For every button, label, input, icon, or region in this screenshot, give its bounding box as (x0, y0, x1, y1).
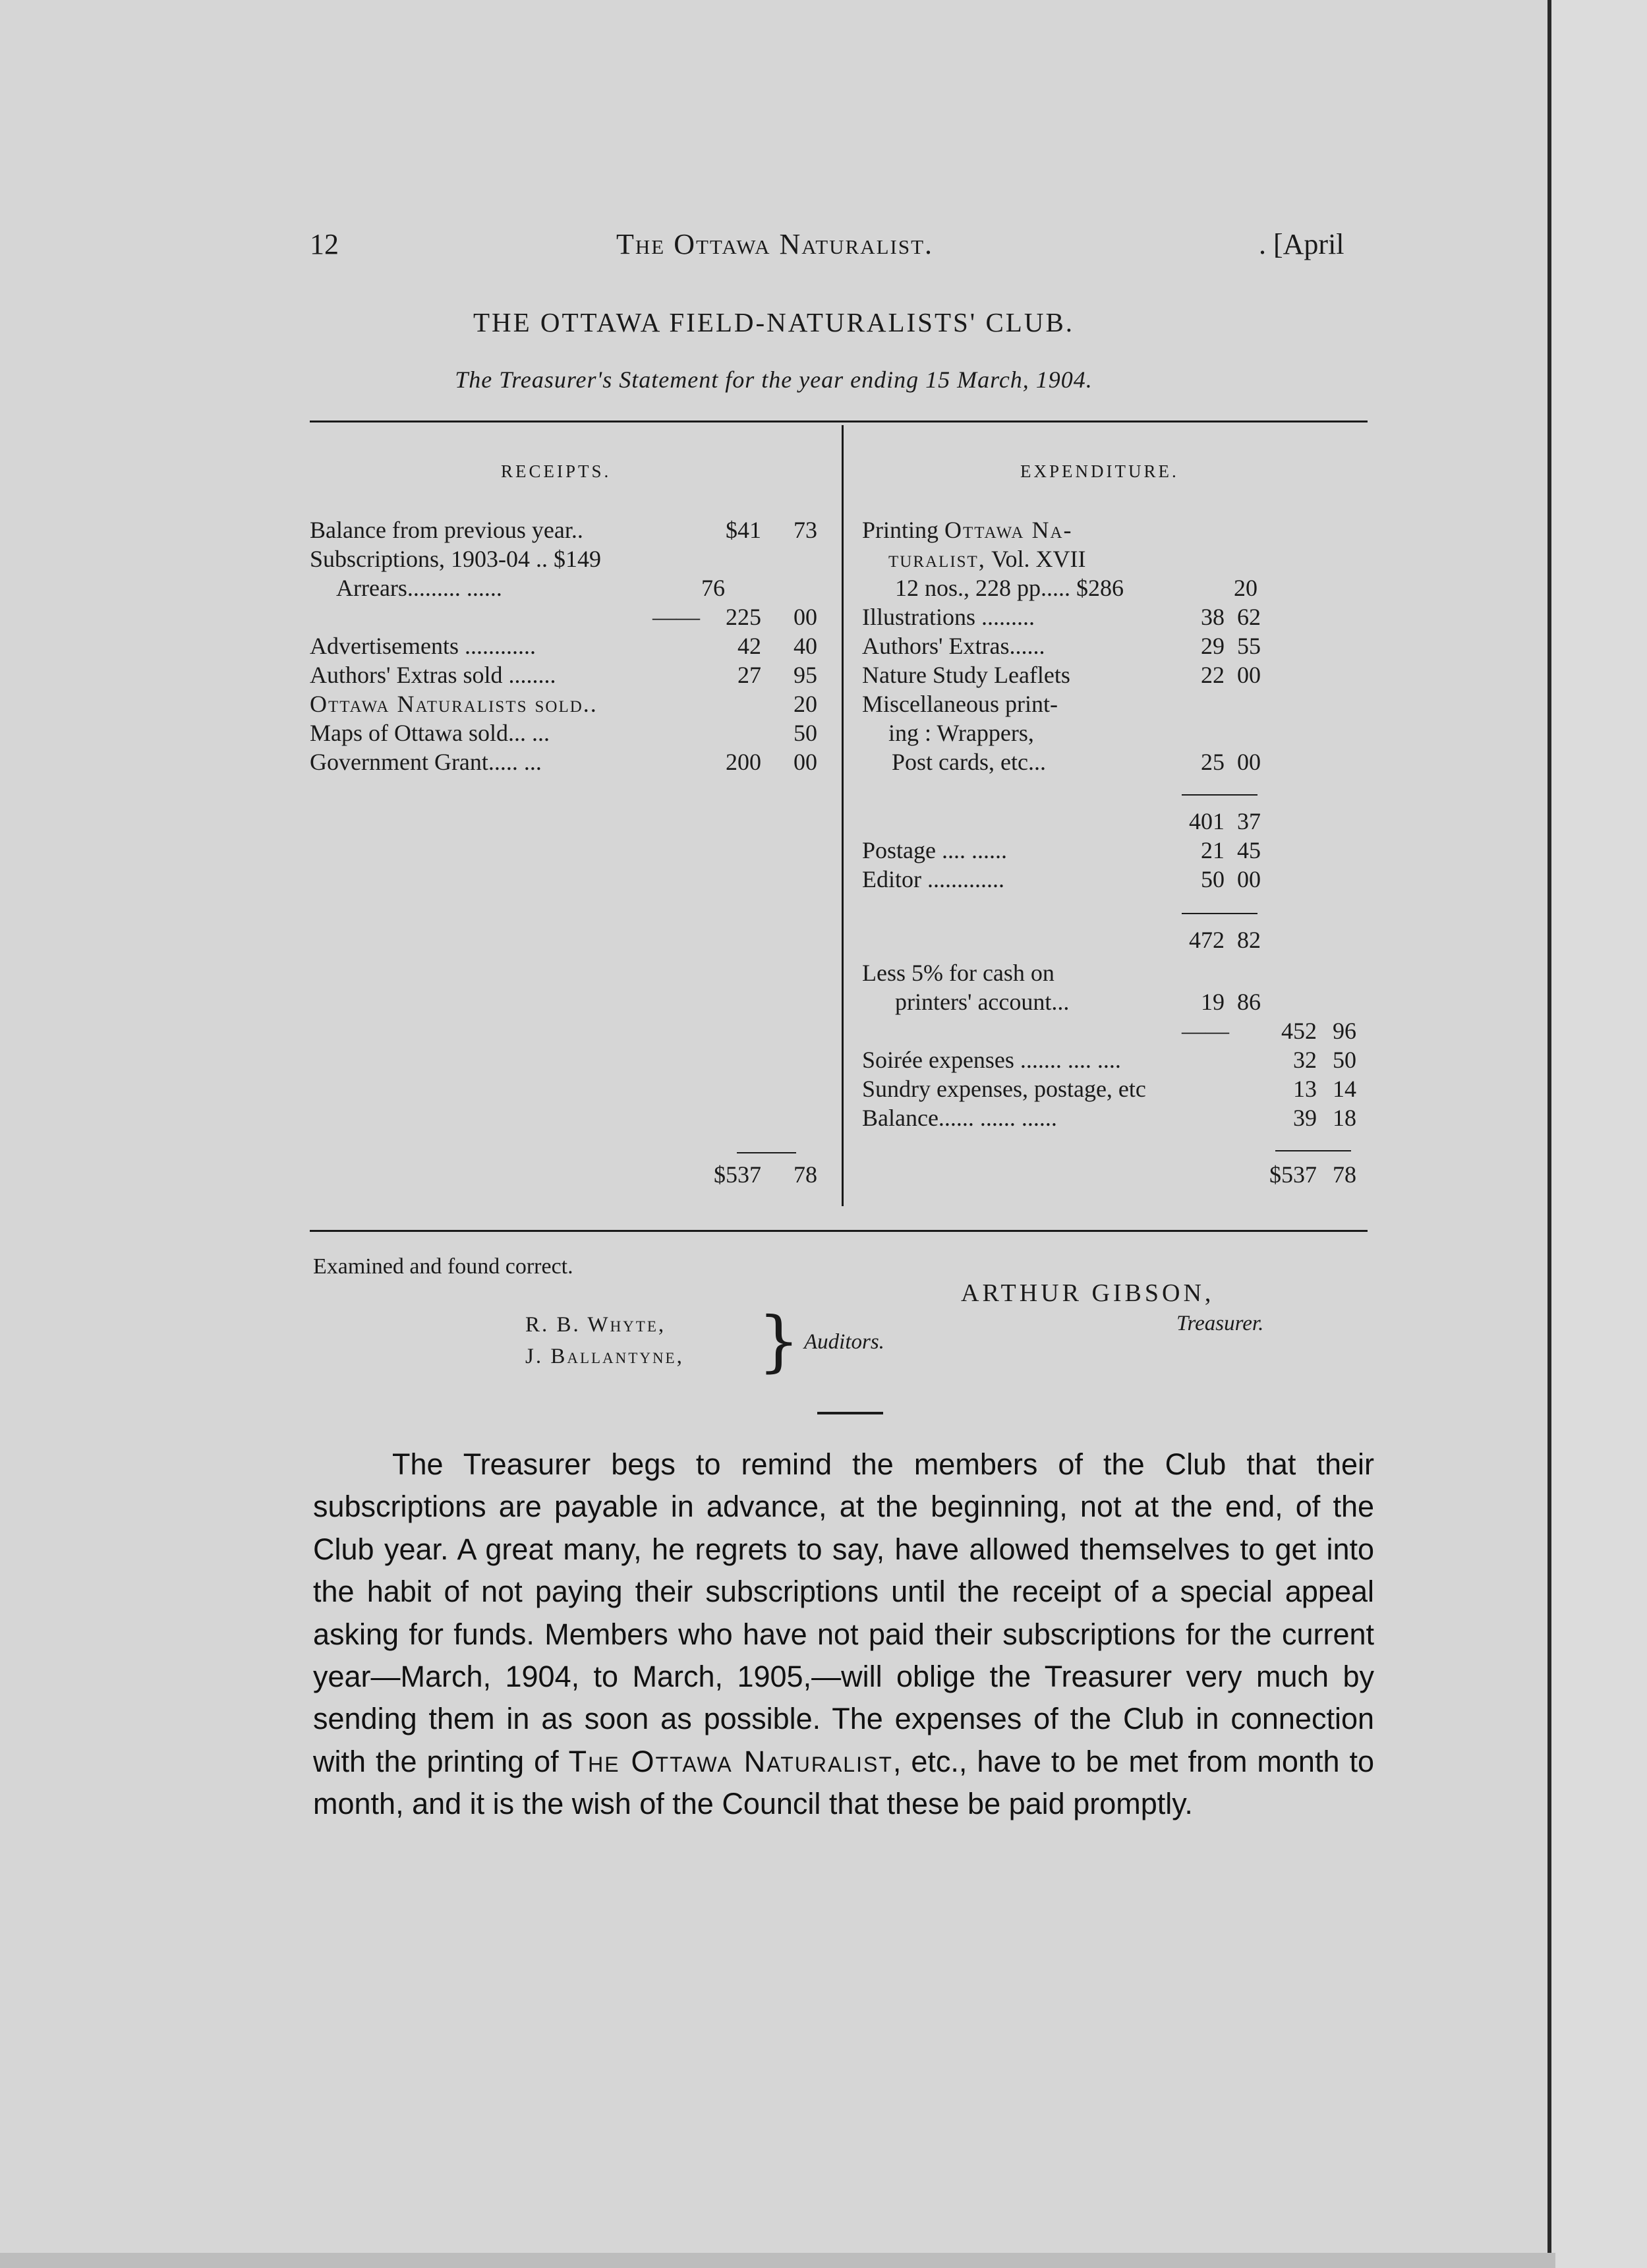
treasurer-title: Treasurer. (1176, 1312, 1264, 1335)
receipt-label: Subscriptions, 1903-04 .. $149 (310, 546, 602, 572)
expenditure-subtotal (862, 807, 1383, 836)
receipt-cents: 73 (794, 517, 817, 543)
expenditure-label: Balance...... ...... ...... (862, 1105, 1057, 1131)
page-number: 12 (310, 228, 339, 260)
expenditure-label: Nature Study Leaflets (862, 662, 1070, 688)
expenditure-cents: 20 (1234, 575, 1257, 601)
expenditure-total-dollars: $537 (1269, 1161, 1317, 1188)
receipt-total-cents: 78 (794, 1161, 817, 1188)
receipt-total-rule (737, 1152, 796, 1153)
expenditure-cents2: 18 (1333, 1105, 1356, 1131)
receipt-label: Arrears......... ...... (336, 575, 502, 601)
expenditure-line (862, 544, 1383, 573)
expenditure-line (862, 865, 1383, 894)
expenditure-subtotal-rule (1182, 794, 1257, 796)
expenditure-line (862, 660, 1383, 689)
table-bottom-rule (310, 1230, 1368, 1232)
receipt-label: Government Grant..... ... (310, 749, 542, 775)
receipt-dollars: 200 (726, 749, 761, 775)
expenditure-label: Editor ............. (862, 866, 1004, 892)
receipt-label: Maps of Ottawa sold... ... (310, 720, 550, 746)
receipt-label: Ottawa Naturalists sold.. (310, 691, 598, 717)
expenditure-heading: EXPENDITURE. (1020, 461, 1179, 481)
receipt-line (310, 515, 824, 544)
expenditure-cents: 00 (1237, 866, 1261, 892)
expenditure-cents2: 96 (1333, 1018, 1356, 1044)
expenditure-dollars: 19 (1201, 989, 1225, 1015)
expenditure-dollars2: 452 (1281, 1018, 1317, 1044)
expenditure-line (862, 958, 1383, 987)
expenditure-subtotal (862, 925, 1383, 954)
notice-journal-name: The Ottawa Naturalist (568, 1744, 893, 1778)
expenditure-line (862, 1103, 1383, 1132)
receipt-cents: 95 (794, 662, 817, 688)
expenditure-line (862, 602, 1383, 631)
auditors-brace: } (758, 1302, 800, 1380)
expenditure-dollars: 22 (1201, 662, 1225, 688)
statement-subtitle: The Treasurer's Statement for the year ending 15 March, 1904. (455, 366, 1093, 393)
expenditure-label: ing : Wrappers, (888, 720, 1034, 746)
expenditure-label: Miscellaneous print- (862, 691, 1058, 717)
expenditure-line (862, 836, 1383, 865)
receipt-line (310, 544, 824, 573)
expenditure-label: Less 5% for cash on (862, 960, 1055, 986)
expenditure-dollars: 472 (1189, 927, 1225, 953)
expenditure-label: Soirée expenses ....... .... .... (862, 1047, 1121, 1073)
expenditure-label: Printing Ottawa Na- (862, 517, 1073, 543)
expenditure-label-sc: Ottawa Na- (944, 517, 1073, 543)
treasurer-notice (313, 1443, 1374, 1826)
expenditure-label: printers' account... (895, 989, 1070, 1015)
running-month: . [April (1259, 228, 1344, 260)
receipt-total (310, 1160, 824, 1189)
auditor-name: R. B. Whyte, (525, 1313, 666, 1337)
expenditure-line (862, 1074, 1383, 1103)
table-top-rule (310, 421, 1368, 422)
treasurer-name: ARTHUR GIBSON, (961, 1279, 1215, 1307)
receipt-dollars: $41 (726, 517, 761, 543)
receipt-label: Authors' Extras sold ........ (310, 662, 556, 688)
expenditure-cents2: 50 (1333, 1047, 1356, 1073)
expenditure-line (862, 1016, 1383, 1045)
expenditure-line (862, 1045, 1383, 1074)
expenditure-dollars: 29 (1201, 633, 1225, 659)
club-title: THE OTTAWA FIELD-NATURALISTS' CLUB. (473, 307, 1075, 337)
receipt-dollars: 225 (726, 604, 761, 630)
expenditure-cents: 00 (1237, 662, 1261, 688)
receipt-label: Balance from previous year.. (310, 517, 583, 543)
running-title: The Ottawa Naturalist. (616, 228, 934, 260)
scan-next-page-strip (1551, 0, 1647, 2268)
expenditure-dollars: 50 (1201, 866, 1225, 892)
receipt-line (310, 573, 824, 602)
receipt-dollars: 27 (737, 662, 761, 688)
receipt-cents: 00 (794, 604, 817, 630)
receipt-line (310, 747, 824, 776)
expenditure-dollars2: 32 (1293, 1047, 1317, 1073)
receipt-dollars: 42 (737, 633, 761, 659)
expenditure-label-sc: turalist, (888, 546, 986, 572)
expenditure-label: Sundry expenses, postage, etc (862, 1076, 1146, 1102)
expenditure-line (862, 573, 1383, 602)
expenditure-line (862, 747, 1383, 776)
expenditure-dollars2: 39 (1293, 1105, 1317, 1131)
expenditure-total (862, 1160, 1383, 1189)
expenditure-dollars: 21 (1201, 837, 1225, 863)
expenditure-cents: 82 (1237, 927, 1261, 953)
receipt-line (310, 602, 824, 631)
notice-text: The Treasurer begs to remind the members of the Club that their subscriptions are payable in advance, at the beginning, not at the end, of the Club year. A great many, he regrets to say, have allowed themselves to get into the habit of not paying their subscriptions until the receipt of a special appeal asking for funds. Members who have not paid their subscriptions for the current year—March, 1904, to March, 1905,—will oblige the Treasurer very much by sending them in as soon as possible. The expenses of the Club in connection with the printing of (313, 1447, 1374, 1778)
expenditure-label: 12 nos., 228 pp..... $286 (895, 575, 1124, 601)
receipt-label: Advertisements ............ (310, 633, 536, 659)
expenditure-line (862, 689, 1383, 718)
expenditure-total-rule (1275, 1150, 1351, 1151)
receipt-cents: 20 (794, 691, 817, 717)
examined-statement: Examined and found correct. (313, 1254, 573, 1279)
auditors-label: Auditors. (804, 1330, 884, 1354)
expenditure-total-cents: 78 (1333, 1161, 1356, 1188)
receipt-line (310, 718, 824, 747)
expenditure-dollars: 401 (1189, 808, 1225, 834)
expenditure-line (862, 987, 1383, 1016)
column-divider (842, 425, 844, 1206)
expenditure-dollars2: 13 (1293, 1076, 1317, 1102)
receipt-rule: —— (652, 604, 700, 630)
receipt-cents: 40 (794, 633, 817, 659)
expenditure-line (862, 631, 1383, 660)
section-separator (817, 1412, 883, 1414)
expenditure-line (862, 515, 1383, 544)
expenditure-cents: 37 (1237, 808, 1261, 834)
receipt-line (310, 631, 824, 660)
receipt-total-dollars: $537 (714, 1161, 761, 1188)
expenditure-subtotal-rule (1182, 913, 1257, 914)
expenditure-cents: 45 (1237, 837, 1261, 863)
receipt-sub-amount: 76 (701, 575, 725, 601)
expenditure-cents2: 14 (1333, 1076, 1356, 1102)
auditor-name: J. Ballantyne, (525, 1345, 684, 1368)
expenditure-label: Authors' Extras...... (862, 633, 1045, 659)
expenditure-label: Postage .... ...... (862, 837, 1007, 863)
expenditure-line (862, 718, 1383, 747)
expenditure-cents: 62 (1237, 604, 1261, 630)
expenditure-cents: 00 (1237, 749, 1261, 775)
receipt-line (310, 689, 824, 718)
expenditure-label: Illustrations ......... (862, 604, 1035, 630)
expenditure-dollars: 38 (1201, 604, 1225, 630)
expenditure-cents: 55 (1237, 633, 1261, 659)
expenditure-cents: 86 (1237, 989, 1261, 1015)
expenditure-dollars: 25 (1201, 749, 1225, 775)
receipt-cents: 00 (794, 749, 817, 775)
receipt-line (310, 660, 824, 689)
receipt-cents: 50 (794, 720, 817, 746)
expenditure-label: turalist, Vol. XVII (888, 546, 1086, 572)
expenditure-label: Post cards, etc... (892, 749, 1046, 775)
notice-text: , etc., have to be met from month to month, and it is the wish of the Council that these be paid promptly. (313, 1744, 1374, 1821)
expenditure-rule: —— (1182, 1018, 1229, 1044)
receipts-heading: RECEIPTS. (501, 461, 612, 481)
